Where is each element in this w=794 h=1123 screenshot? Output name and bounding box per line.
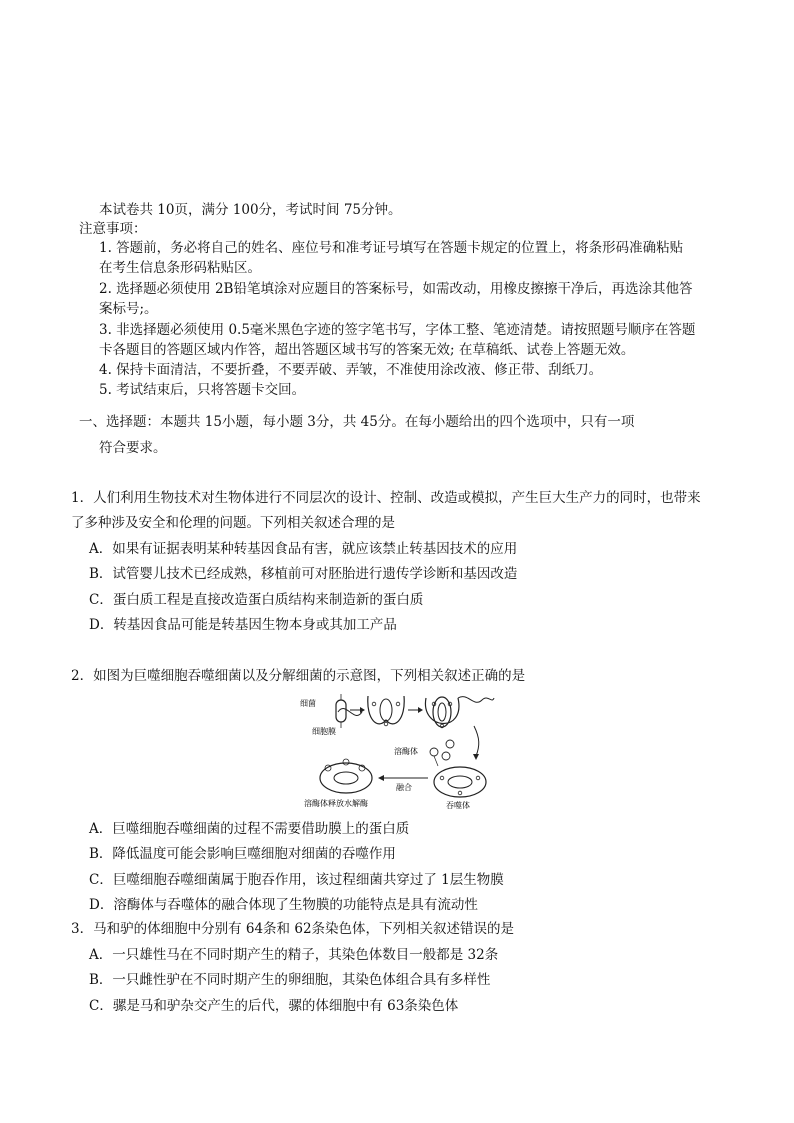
section-heading-cont: 符合要求。 [99, 440, 167, 456]
notice-item-2: 2. 选择题必须使用 2B铅笔填涂对应题目的答案标号，如需改动，用橡皮擦擦干净后，再选涂其他答 [99, 281, 693, 297]
q3-option-a: A．一只雄性马在不同时期产生的精子，其染色体数目一般都是 32条 [89, 947, 499, 963]
bacterium-shape [336, 700, 346, 722]
q1-option-d: D．转基因食品可能是转基因生物本身或其加工产品 [89, 617, 397, 633]
q2-stem: 2．如图为巨噬细胞吞噬细菌以及分解细菌的示意图，下列相关叙述正确的是 [71, 668, 526, 684]
q2-option-b: B．降低温度可能会影响巨噬细胞对细菌的吞噬作用 [89, 846, 396, 862]
notice-item-3-cont: 卡各题目的答题区域内作答，超出答题区域书写的答案无效; 在草稿纸、试卷上答题无效。 [99, 342, 635, 358]
phagocytosis-diagram [298, 690, 498, 812]
q3-option-c: C．骡是马和驴杂交产生的后代，骡的体细胞中有 63条染色体 [89, 998, 459, 1014]
q1-option-b: B．试管婴儿技术已经成熟，移植前可对胚胎进行遗传学诊断和基因改造 [89, 566, 518, 582]
notice-item-4: 4. 保持卡面清洁，不要折叠，不要弄破、弄皱，不准使用涂改液、修正带、刮纸刀。 [99, 362, 603, 378]
section-heading: 一、选择题：本题共 15小题，每小题 3分，共 45分。在每小题给出的四个选项中，只有一项 [79, 414, 635, 430]
q1-stem-cont: 了多种涉及安全和伦理的问题。下列相关叙述合理的是 [71, 515, 395, 531]
q1-stem: 1．人们利用生物技术对生物体进行不同层次的设计、控制、改造或模拟，产生巨大生产力的同时，也带来 [71, 490, 701, 506]
notice-item-3: 3. 非选择题必须使用 0.5毫米黑色字迹的签字笔书写，字体工整、笔迹清楚。请按照题号顺序在答题 [99, 322, 696, 338]
notice-item-1-cont: 在考生信息条形码粘贴区。 [99, 260, 261, 276]
q2-option-a: A．巨噬细胞吞噬细菌的过程不需要借助膜上的蛋白质 [89, 821, 410, 837]
q3-stem: 3．马和驴的体细胞中分别有 64条和 62条染色体，下列相关叙述错误的是 [71, 921, 515, 937]
exam-info-line: 本试卷共 10页，满分 100分，考试时间 75分钟。 [99, 202, 402, 218]
q1-option-c: C．蛋白质工程是直接改造蛋白质结构来制造新的蛋白质 [89, 592, 424, 608]
q1-option-a: A．如果有证据表明某种转基因食品有害，就应该禁止转基因技术的应用 [89, 541, 518, 557]
label-membrane: 细胞膜 [312, 727, 336, 736]
q2-option-d: D．溶酶体与吞噬体的融合体现了生物膜的功能特点是具有流动性 [89, 897, 478, 913]
notice-item-5: 5. 考试结束后，只将答题卡交回。 [99, 382, 306, 398]
label-lysosome: 溶酶体 [394, 747, 418, 756]
label-fusion: 融合 [396, 783, 412, 792]
q3-option-b: B．一只雌性驴在不同时期产生的卵细胞，其染色体组合具有多样性 [89, 972, 491, 988]
label-phagosome: 吞噬体 [446, 801, 470, 810]
notice-item-2-cont: 案标号;。 [99, 301, 158, 317]
notice-title: 注意事项： [79, 221, 147, 237]
notice-item-1: 1. 答题前，务必将自己的姓名、座位号和准考证号填写在答题卡规定的位置上，将条形码准确粘贴 [99, 240, 684, 256]
label-bacterium: 细菌 [300, 699, 316, 708]
q2-option-c: C．巨噬细胞吞噬细菌属于胞吞作用，该过程细菌共穿过了 1层生物膜 [89, 872, 504, 888]
label-enzyme-release: 溶酶体释放水解酶 [304, 799, 368, 808]
